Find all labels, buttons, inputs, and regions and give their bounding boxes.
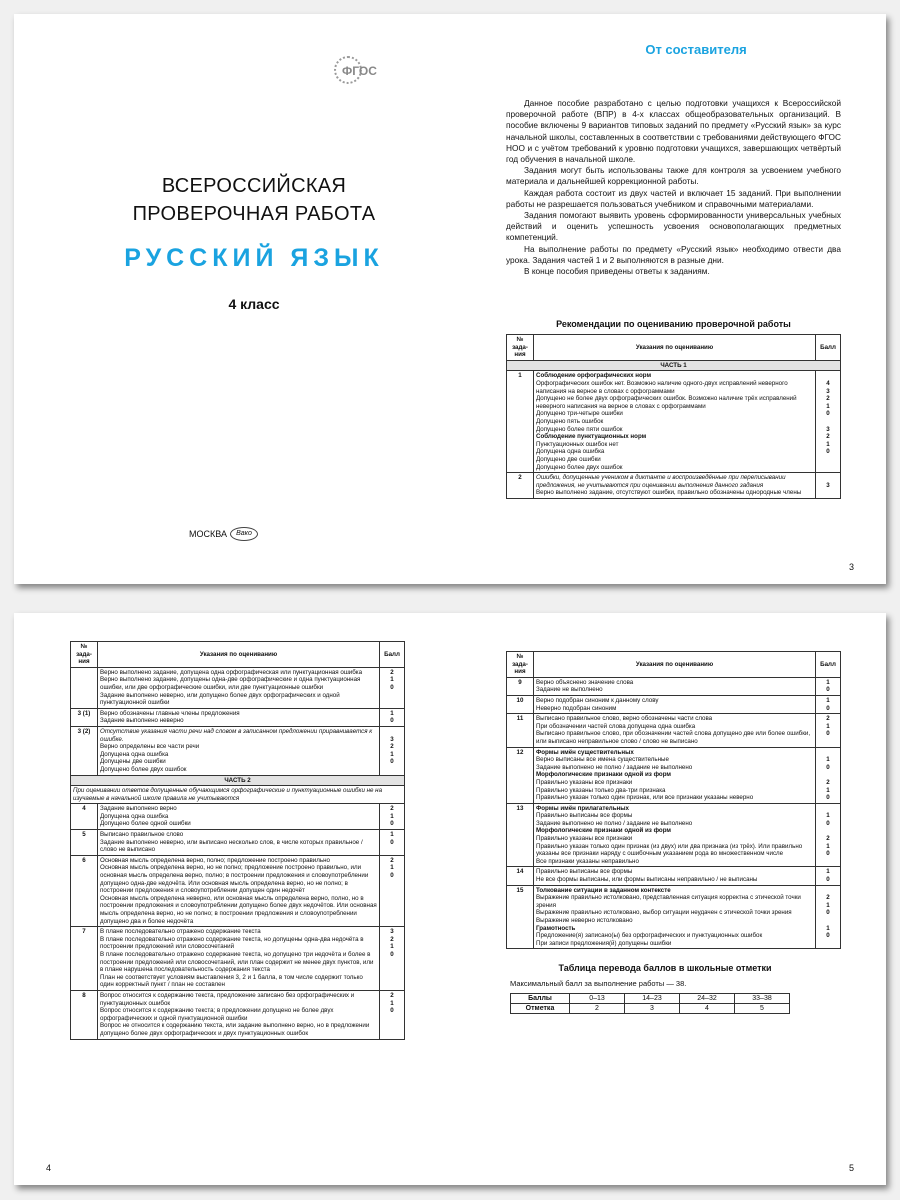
part-1-row [507,360,841,371]
instruction-line: Правильно указан только один признак (из двух) или два признака (из трёх). Или правильно указаны все признаки наряду с ошибочным указанием рода во множественном числе [536,842,803,858]
instruction-line: Допущено три-четыре ошибки [536,410,623,418]
instruction-line: Основная мысль определена верно, полно; предложение построено правильно [100,856,330,864]
score-value: 1 [390,750,394,758]
task-scores [380,830,405,856]
part-2-row-cell: ЧАСТЬ 2 [71,775,405,786]
cover-grade: 4 класс [228,296,280,312]
instruction-line: Правильно выписаны все формы [536,868,633,876]
instruction-line: Морфологические признаки одной из форм [536,827,671,835]
table-header-row [507,652,841,678]
intro-page [450,14,886,584]
task-scores [380,990,405,1039]
instruction-line: Задание не выполнено [536,686,603,694]
task-instructions [534,747,816,803]
task-scores [816,803,841,867]
fgos-logo-text: ФГОС [342,64,377,78]
instruction-line: Выражение неверно истолковано [536,917,633,924]
score-value: 0 [826,794,830,802]
instruction-line: Формы имён прилагательных [536,804,629,812]
score-value: 0 [390,1007,394,1015]
score-value [818,372,838,380]
score-value: 0 [826,704,830,712]
task-number: 6 [71,855,98,926]
task-scores [816,371,841,473]
instruction-line: Допущено более двух ошибок [536,463,623,471]
instruction-line: Допущены две ошибки [100,758,166,766]
task-number: 12 [507,747,534,803]
instruction-line: Формы имён существительных [536,748,634,756]
task-number [71,667,98,708]
table-row [507,371,841,473]
task-number: 13 [507,803,534,867]
task-number: 15 [507,885,534,949]
score-value: 1 [826,924,830,932]
table-row [71,855,405,926]
instruction-line: Задание выполнено неверно, или допущено более двух орфографических и одной пунктуационной ошибки [100,691,340,707]
instruction-line: Все признаки указаны неправильно [536,857,639,865]
task-instructions [98,830,380,856]
instruction-line: Верно обозначены главные члены предложения [100,709,240,717]
table-row [507,747,841,803]
instruction-line: Допущено более двух ошибок [100,765,187,773]
page-number: 4 [46,1163,52,1173]
score-value: 2 [826,395,830,403]
task-number: 10 [507,695,534,713]
instruction-line: Допущено пять ошибок [536,417,604,425]
instruction-line: Грамотность [536,924,576,932]
score-value [818,771,838,779]
cover-page [14,14,450,584]
score-value: 0 [826,909,830,917]
publisher-logo: Вако [230,527,258,541]
intro-paragraph: Данное пособие разработано с целью подготовки учащихся к Всероссийской проверочной работе (ВПР) в 4-х классах общеобразовательных организаций. В пособие включены 9 вариантов типовых заданий по предмету «Русский язык» за курс начальной школы, составленных в соответствии с требованиями действующего ФГОС НОО и с учётом требований к уровню подготовки учащихся, завершающих четвёртый год обучения в начальной школе. [506,98,841,165]
task-number-header: № зада-ния [507,335,534,361]
score-value: 2 [390,668,394,676]
instruction-line: Основная мысль определена верно, но не полно; предложение построено правильно, или основная мысль определена верно, полно; в построении предложения и словоупотреблении допущено одна-две недочёта. Или основная мысль определена верно, но не полно; в построении предложения и словоупотреблении допущен один недочёт [100,864,369,895]
task-scores [816,867,841,885]
instruction-line: Вопрос относится к содержанию текста, предложение записано без орфографических и пунктуационных ошибок [100,991,355,1007]
conversion-cell: 14–23 [625,994,680,1004]
instruction-line: При записи предложения(й) допущены ошибки [536,939,672,947]
instruction-line: Допущена одна ошибка [100,812,169,820]
task-instructions [534,677,816,695]
instruction-line: Правильно указаны все признаки [536,835,633,843]
task-scores [816,885,841,949]
task-instructions [98,804,380,830]
score-value [818,887,838,895]
instruction-line: Верно выполнено задание, отсутствуют ошибки, правильно обозначены однородные члены [536,489,802,497]
publisher-city: МОСКВА [189,529,227,539]
score-value: 1 [826,696,830,704]
task-instructions [534,885,816,949]
score-value: 0 [390,820,394,828]
instruction-line: Задание выполнено неверно [100,717,184,725]
score-value: 1 [826,678,830,686]
table-row [71,830,405,856]
task-number: 1 [507,371,534,473]
score-value: 0 [390,950,394,958]
instruction-line: Толкование ситуации в заданном контексте [536,886,671,894]
task-number: 5 [71,830,98,856]
instruction-line: Верно выполнено задание, допущены одна-две орфографические и одна пунктуационная ошибки, или две орфографические ошибки, или две пунктуационные ошибки [100,676,361,691]
task-scores [380,708,405,726]
task-instructions [534,695,816,713]
intro-heading: От составителя [645,42,747,57]
instruction-line: Правильно указан только один признак, или все признаки указаны неверно [536,794,754,802]
instruction-line: Задание выполнено верно [100,805,177,813]
score-value: 3 [390,928,394,936]
task-scores [380,804,405,830]
score-header: Балл [816,652,841,678]
score-value: 4 [826,379,830,387]
table-row [507,885,841,949]
table-row [507,677,841,695]
score-value: 0 [826,763,830,771]
table-row [71,726,405,775]
intro-paragraph: Задания помогают выявить уровень сформированности универсальных учебных действий и оценить успешность усвоения основополагающих предметных компетенций. [506,210,841,243]
instruction-line: Задание выполнено не полно / задание не выполнено [536,763,693,771]
spread-pages-4-5 [14,613,886,1185]
score-value: 3 [826,481,830,489]
task-scores [380,855,405,926]
page-number: 3 [848,562,854,572]
score-value: 2 [826,894,830,902]
table-row [71,804,405,830]
score-value: 1 [390,864,394,872]
score-header: Балл [816,335,841,361]
score-value: 2 [390,856,394,864]
task-number: 3 (1) [71,708,98,726]
intro-paragraph: Каждая работа состоит из двух частей и включает 15 заданий. При выполнении работы не разрешается пользоваться учебником и справочными материалами. [506,187,841,209]
instruction-line: Предложение(я) записано(ы) без орфографических и пунктуационных ошибок [536,932,763,940]
score-value: 1 [826,722,830,730]
score-value: 1 [390,999,394,1007]
score-value: 1 [826,786,830,794]
grading-table-part1 [506,334,841,499]
task-instructions [534,371,816,473]
task-number: 3 (2) [71,726,98,775]
table-row [507,867,841,885]
instructions-header: Указания по оцениванию [534,335,816,361]
conversion-cell: 4 [680,1004,735,1014]
score-value: 2 [826,835,830,843]
instruction-line: Орфографических ошибок нет. Возможно наличие одного-двух исправлений неверного написания на верное в словах с орфограммами [536,379,788,395]
conversion-row [511,994,790,1004]
instruction-line: Не все формы выписаны, или формы выписаны неправильно / не выписаны [536,876,758,884]
task-number: 4 [71,804,98,830]
page-number: 5 [848,1163,854,1173]
task-scores [816,677,841,695]
instruction-line: Допущено более пяти ошибок [536,425,623,433]
instruction-line: Соблюдение пунктуационных норм [536,433,647,441]
instruction-line: Выписано правильное слово [100,831,184,839]
table-header-row [507,335,841,361]
intro-text [506,98,841,277]
grading-table-page5 [506,651,841,949]
task-scores [816,747,841,803]
score-value: 1 [826,756,830,764]
score-value: 0 [390,758,394,766]
score-value [818,827,838,835]
conversion-table-title: Таблица перевода баллов в школьные отметки [558,963,772,973]
score-value: 1 [826,812,830,820]
conversion-cell: 5 [735,1004,790,1014]
score-value [818,418,838,426]
score-value: 0 [390,838,394,846]
instructions-header: Указания по оцениванию [534,652,816,678]
instruction-line: Допущено две ошибки [536,455,601,463]
conversion-cell: 0–13 [570,994,625,1004]
instruction-line: Выписано правильное слово, верно обозначены части слова [536,715,713,723]
score-value [818,917,838,925]
instruction-line: В плане последовательно отражено содержание текста, но допущены одна-два недочёта в построении предложений или словосочетаний [100,935,364,951]
score-value: 0 [390,683,394,691]
instruction-line: Правильно указаны все признаки [536,778,633,786]
task-scores [816,714,841,747]
table-row [71,927,405,991]
score-value: 0 [826,686,830,694]
spread-pages-2-3 [14,14,886,584]
score-value: 1 [826,901,830,909]
instruction-line: Допущено более одной ошибки [100,820,191,828]
score-value: 2 [390,805,394,813]
instruction-line: Основная мысль определена неверно, или основная мысль определена верно, полно, но в построении предложения и словоупотреблении допущено более двух недочётов. Или основная мысль определена верно, но не полно; в построении предложения и словоупотреблении допущено два и более недочёта [100,894,377,925]
instruction-line: В плане последовательно отражено содержание текста [100,928,261,936]
table-row [71,708,405,726]
score-value: 3 [390,735,394,743]
score-value: 1 [390,709,394,717]
instruction-line: Вопрос относится к содержанию текста; в предложении допущено не более двух орфографических и одной пунктуационной ошибки [100,1007,334,1022]
conversion-cell: 33–38 [735,994,790,1004]
task-instructions [98,708,380,726]
instruction-line: Выражение правильно истолковано, выбор ситуации неудачен с этической точки зрения [536,909,792,917]
grading-table-page4 [70,641,405,1040]
score-value [818,474,838,482]
score-value: 0 [390,872,394,880]
instruction-line: Пунктуационных ошибок нет [536,440,619,448]
conversion-row-label: Баллы [511,994,570,1004]
instruction-line: Допущена одна ошибка [100,750,169,758]
instruction-line: Верно выполнено задание, допущена одна орфографическая или пунктуационная ошибка [100,668,363,676]
table-row [71,990,405,1039]
score-value: 0 [826,819,830,827]
task-instructions [534,867,816,885]
task-instructions [98,726,380,775]
task-number: 7 [71,927,98,991]
task-scores [816,695,841,713]
task-scores [816,473,841,499]
intro-paragraph: На выполнение работы по предмету «Русский язык» необходимо отвести два урока. Задания частей 1 и 2 выполняются в разные дни. [506,243,841,265]
intro-paragraph: В конце пособия приведены ответы к заданиям. [524,266,710,277]
score-value: 0 [826,410,830,418]
score-value: 0 [826,876,830,884]
task-scores [380,726,405,775]
score-value: 1 [390,676,394,684]
score-value: 2 [390,935,394,943]
score-value: 1 [390,812,394,820]
instruction-line: Соблюдение орфографических норм [536,372,652,380]
score-value: 0 [826,730,830,738]
intro-paragraph: Задания могут быть использованы также для контроля за усвоением учебного материала и дальнейшей коррекционной работы. [506,165,841,187]
score-value [818,805,838,813]
score-value: 1 [826,440,830,448]
cover-subject: РУССКИЙ ЯЗЫК [124,244,384,272]
task-number: 11 [507,714,534,747]
score-value [818,749,838,757]
task-instructions [98,927,380,991]
score-value: 0 [826,448,830,456]
task-instructions [98,990,380,1039]
conversion-table [510,993,790,1014]
instruction-line: Допущена одна ошибка [536,448,605,456]
instruction-line: Морфологические признаки одной из форм [536,771,671,779]
instruction-line: При обозначении частей слова допущена одна ошибка [536,722,696,730]
task-instructions [534,473,816,499]
part-2-note-row-cell: При оценивании ответов допущенные обучающимся орфографические и пунктуационные ошибки не на изучаемые в начальной школе правила не учитываются [71,786,405,804]
part-1-row-cell: ЧАСТЬ 1 [507,360,841,371]
score-value: 1 [826,868,830,876]
grading-page-5 [450,613,886,1185]
table-row [71,667,405,708]
instruction-line: Выписано правильное слово, при обозначении частей слова допущено две или более ошибки, или выписано неправильное слово / слово не выписано [536,730,811,745]
instruction-line: Правильно выписаны все формы [536,812,633,820]
task-number: 2 [507,473,534,499]
score-value: 1 [390,831,394,839]
score-value: 2 [390,991,394,999]
task-number: 8 [71,990,98,1039]
task-instructions [98,855,380,926]
instruction-line: Задание выполнено неверно, или выписано несколько слов, в числе которых правильное / слово не выписано [100,838,363,854]
task-instructions [98,667,380,708]
task-number: 9 [507,677,534,695]
task-scores [380,927,405,991]
instruction-line: Верно выписаны все имена существительные [536,756,669,764]
part-2-note-row [71,786,405,804]
conversion-row-label: Отметка [511,1004,570,1014]
score-value: 1 [390,943,394,951]
score-value: 0 [826,850,830,858]
table-row [507,714,841,747]
recommendations-title: Рекомендации по оцениванию проверочной работы [556,319,791,329]
instruction-line: В плане последовательно отражено содержание текста, но допущено три недочёта и более в построении предложений или словосочетаний, или план содержит не менее двух пунктов, или в плане нарушена последовательность содержания текста [100,950,374,974]
cover-title-line2: ПРОВЕРОЧНАЯ РАБОТА [132,203,376,225]
instruction-line: Правильно указаны только два-три признака [536,786,666,794]
score-value [382,728,402,736]
instruction-line: План не соответствует условиям выставления 3, 2 и 1 балла, в том числе содержит только один корректный пункт / план не составлен [100,973,363,989]
table-row [507,473,841,499]
conversion-row [511,1004,790,1014]
part-2-row [71,775,405,786]
fgos-logo [324,48,384,88]
conversion-cell: 3 [625,1004,680,1014]
score-value: 2 [826,715,830,723]
score-value: 1 [826,842,830,850]
cover-title-line1: ВСЕРОССИЙСКАЯ [161,175,347,197]
max-score-text: Максимальный балл за выполнение работы — 38. [510,979,687,988]
instruction-line: Задание выполнено не полно / задание не выполнено [536,819,693,827]
cover-title [94,172,414,228]
instruction-line: Отсутствие указания части речи над словом в записанном предложении приравнивается к ошибке. [100,727,373,743]
instruction-line: Допущено не более двух орфографических ошибок. Возможно наличие трёх исправлений неверного написания на верное в словах с орфограммами [536,395,797,410]
task-number-header: № зада-ния [507,652,534,678]
instruction-line: Выражение правильно истолковано, представленная ситуация корректна с этической точки зрения [536,894,801,909]
task-number: 14 [507,867,534,885]
instruction-line: Верно подобран синоним к данному слову [536,696,659,704]
instruction-line: Верно определены все части речи [100,743,200,751]
task-instructions [534,803,816,867]
score-value: 2 [390,743,394,751]
score-value: 3 [826,387,830,395]
table-row [507,695,841,713]
score-value: 2 [826,433,830,441]
task-instructions [534,714,816,747]
instruction-line: Верно объяснено значение слова [536,678,634,686]
table-row [507,803,841,867]
instruction-line: Ошибки, допущенные учеником в диктанте и воспроизведённые при переписывании предложения, не учитываются при оценивании выполнения данного задания [536,474,786,489]
conversion-cell: 24–32 [680,994,735,1004]
conversion-cell: 2 [570,1004,625,1014]
score-value: 2 [826,778,830,786]
score-value: 1 [826,402,830,410]
grading-page-4 [14,613,450,1185]
instructions-header: Указания по оцениванию [98,642,380,668]
score-value: 0 [390,717,394,725]
table-header-row [71,642,405,668]
score-header: Балл [380,642,405,668]
score-value: 0 [826,932,830,940]
task-number-header: № зада-ния [71,642,98,668]
instruction-line: Вопрос не относится к содержанию текста, или задание выполнено верно, но в предложении допущено более двух орфографических и двух пунктуационных ошибок [100,1022,370,1037]
instruction-line: Неверно подобран синоним [536,704,617,712]
task-scores [380,667,405,708]
score-value: 3 [826,425,830,433]
